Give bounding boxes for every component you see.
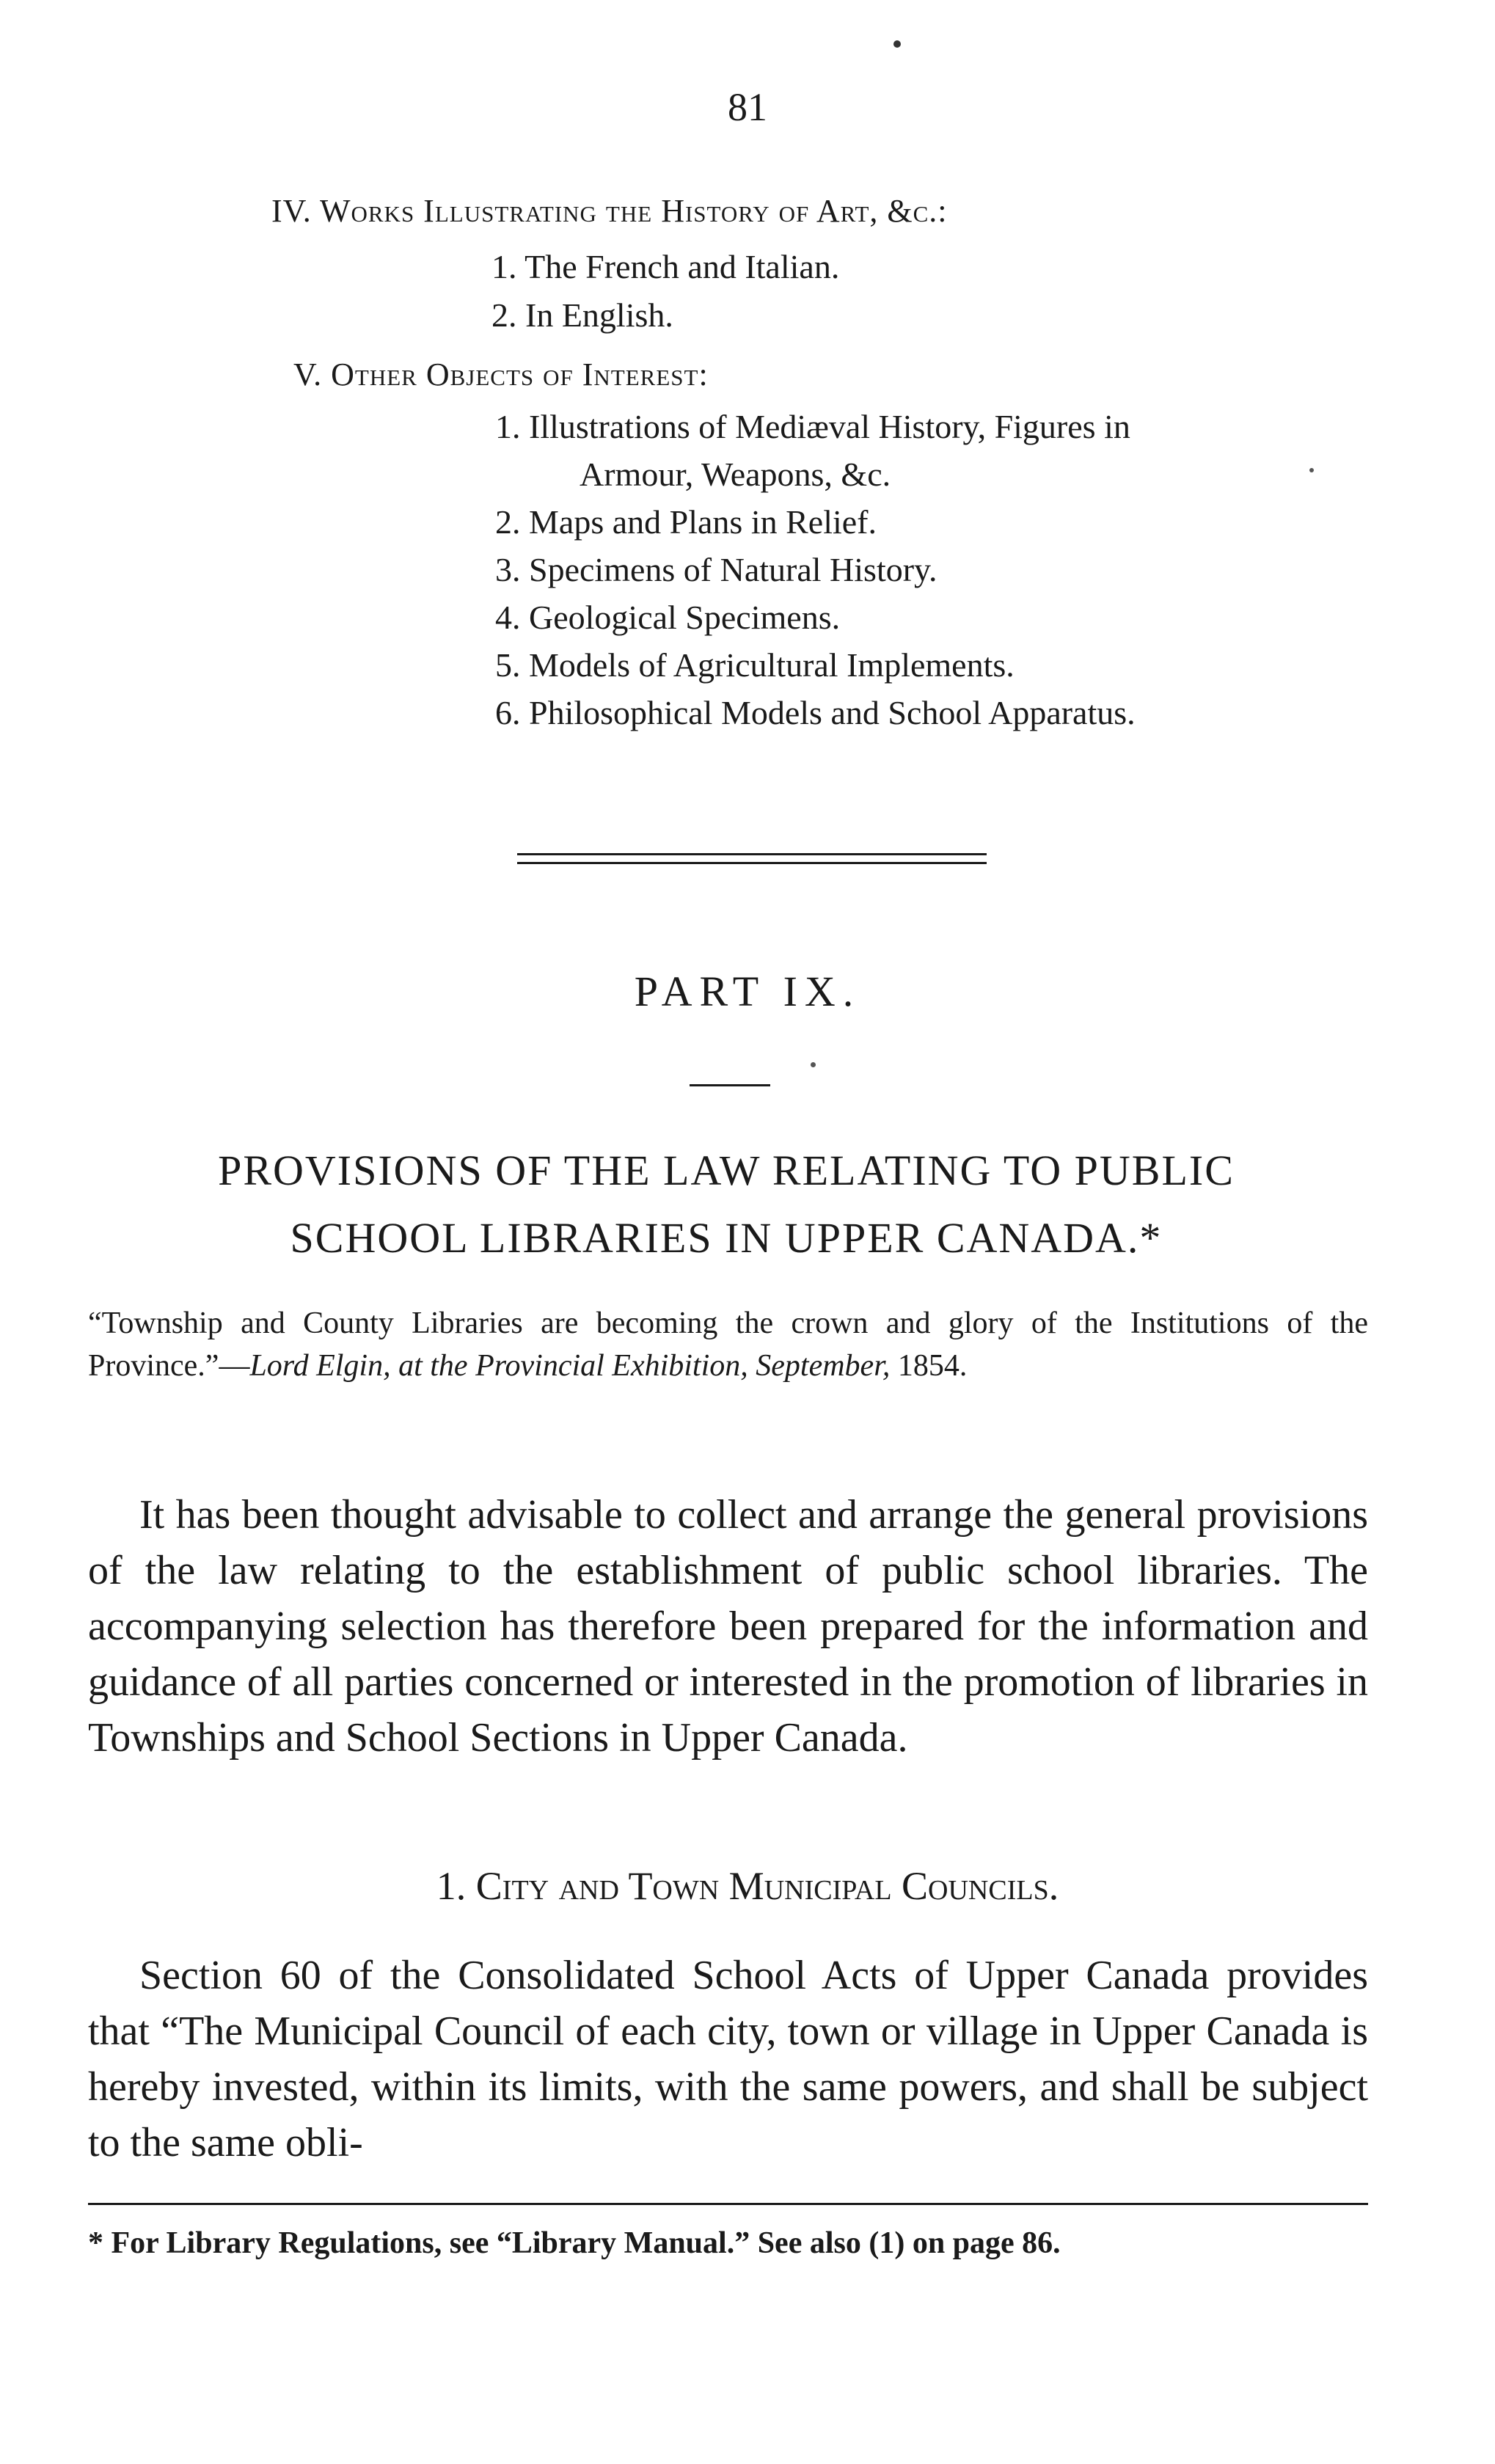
divider-rule	[517, 853, 987, 855]
footnote: * For Library Regulations, see “Library Manual.” See also (1) on page 86.	[88, 2226, 1061, 2260]
ink-speck	[893, 40, 901, 48]
list-item: 1. The French and Italian.	[491, 248, 840, 285]
list-item: Armour, Weapons, &c.	[580, 456, 891, 493]
list-item: 6. Philosophical Models and School Apparatus.	[495, 694, 1136, 731]
epigraph-attribution: Lord Elgin, at the Provincial Exhibition, September,	[249, 1349, 891, 1383]
section-iv-heading: IV. Works Illustrating the History of Art, &c.:	[271, 193, 948, 229]
section-v-heading: V. Other Objects of Interest:	[293, 357, 709, 392]
epigraph-year: 1854.	[890, 1349, 968, 1383]
footnote-rule	[88, 2203, 1368, 2205]
title-line: PROVISIONS OF THE LAW RELATING TO PUBLIC	[218, 1147, 1235, 1194]
ink-speck	[1309, 468, 1314, 472]
short-rule	[690, 1084, 770, 1086]
divider-rule	[517, 862, 987, 864]
part-heading: PART IX.	[634, 968, 861, 1015]
list-item: 4. Geological Specimens.	[495, 599, 841, 636]
page-number: 81	[728, 85, 767, 129]
epigraph-text: “Township and County Libraries are becoming the crown and glory of the Institutions of the Province.”—	[88, 1306, 1368, 1383]
list-item: 2. Maps and Plans in Relief.	[495, 503, 877, 541]
list-item: 1. Illustrations of Mediæval History, Figures in	[495, 408, 1130, 445]
list-item: 5. Models of Agricultural Implements.	[495, 646, 1015, 684]
chapter-title	[81, 1137, 1372, 1272]
list-item: 2. In English.	[491, 296, 673, 334]
body-paragraph: Section 60 of the Consolidated School Acts of Upper Canada provides that “The Municipal Council of each city, town or village in Upper Canada is hereby invested, within its limits, with the same powers, and shall be subject to the same obli-	[88, 1953, 1368, 2165]
title-line: SCHOOL LIBRARIES IN UPPER CANADA.*	[290, 1214, 1163, 1262]
epigraph	[88, 1302, 1368, 1387]
ink-speck	[811, 1062, 816, 1067]
list-item: 3. Specimens of Natural History.	[495, 551, 937, 588]
body-paragraph: It has been thought advisable to collect and arrange the general provisions of the law relating to the establishment of public school libraries. The accompanying selection has therefore been prepared for the information and guidance of all parties concerned or interested in the promotion of libraries in Townships and School Sections in Upper Canada.	[88, 1492, 1368, 1761]
section-heading: 1. City and Town Municipal Councils.	[436, 1864, 1059, 1908]
